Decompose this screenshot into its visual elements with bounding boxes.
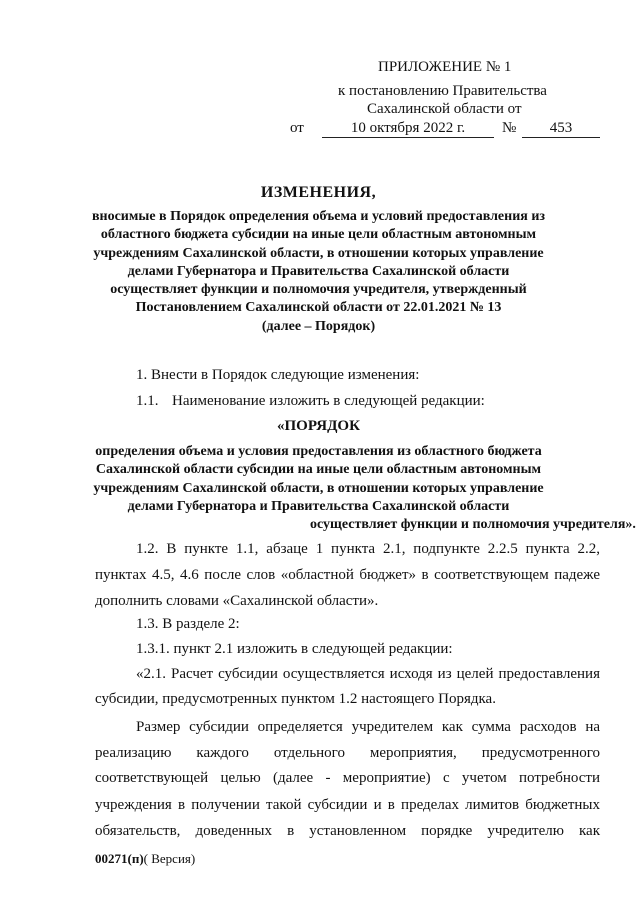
title-line: делами Губернатора и Правительства Сахалинской области	[127, 263, 510, 279]
paragraph-1-1-number: 1.1.	[136, 393, 159, 409]
order-title-line: Сахалинской области субсидии на иные цели областным автономным	[95, 462, 542, 478]
subsidy-size-line: Размер субсидии определяется учредителем как сумма расходов на	[136, 719, 600, 735]
order-title-line: определения объема и условия предоставления из областного бюджета	[95, 444, 542, 459]
paragraph-1-3-1: 1.3.1. пункт 2.1 изложить в следующей редакции:	[136, 641, 453, 657]
number-label: №	[502, 120, 517, 136]
changes-heading: ИЗМЕНЕНИЯ,	[260, 184, 377, 201]
title-line: вносимые в Порядок определения объема и условий предоставления из	[91, 209, 546, 224]
order-title-line: осуществляет функции и полномочия учредителя».	[310, 517, 636, 532]
subsidy-size-line: реализацию каждого отдельного мероприятия, предусмотренного	[95, 745, 600, 761]
title-line: учреждениям Сахалинской области, в отношении которых управление	[93, 245, 544, 261]
order-title-block	[0, 443, 637, 532]
subsidy-size-line: учреждения в получении такой субсидии и в пределах лимитов бюджетных	[95, 797, 600, 813]
order-title-line: делами Губернатора и Правительства Сахалинской области	[127, 498, 510, 514]
paragraph-2-1-line: субсидии, предусмотренных пунктом 1.2 настоящего Порядка.	[95, 691, 496, 707]
title-line: областного бюджета субсидии на иные цели областным автономным	[100, 227, 537, 243]
paragraph-1: 1. Внести в Порядок следующие изменения:	[136, 367, 420, 383]
paragraph-2-1-line: «2.1. Расчет субсидии осуществляется исходя из целей предоставления	[136, 666, 600, 682]
paragraph-1-1-text: Наименование изложить в следующей редакции:	[172, 393, 485, 409]
paragraph-1-2-line: дополнить словами «Сахалинской области».	[95, 593, 379, 609]
header-line-2: Сахалинской области от	[367, 101, 522, 117]
header-line-1: к постановлению Правительства	[338, 83, 547, 99]
title-line: Постановлением Сахалинской области от 22.01.2021 № 13	[135, 300, 502, 316]
order-heading: «ПОРЯДОК	[277, 418, 360, 434]
decree-number: 453	[522, 119, 600, 138]
subsidy-size-line: обязательств, доведенных в установленном порядке учредителю как	[95, 823, 600, 839]
paragraph-1-2-line: 1.2. В пункте 1.1, абзаце 1 пункта 2.1, подпункте 2.2.5 пункта 2.2,	[136, 541, 600, 557]
document-code: 00271(п)	[95, 851, 144, 866]
title-line: осуществляет функции и полномочия учредителя, утвержденный	[110, 282, 527, 298]
appendix-label: ПРИЛОЖЕНИЕ № 1	[378, 59, 512, 75]
paragraph-1-3: 1.3. В разделе 2:	[136, 616, 240, 632]
paragraph-1-2-line: пунктах 4.5, 4.6 после слов «областной бюджет» в соответствующем падеже	[95, 567, 600, 583]
title-block	[0, 208, 637, 336]
decree-date: 10 октября 2022 г.	[322, 119, 494, 138]
subsidy-size-line: соответствующей целью (далее - мероприятие) с учетом потребности	[95, 770, 600, 786]
document-version: ( Версия)	[143, 851, 196, 866]
document-footer	[95, 851, 195, 867]
from-label: от	[290, 120, 304, 136]
title-line: (далее – Порядок)	[261, 318, 376, 334]
order-title-line: учреждениям Сахалинской области, в отношении которых управление	[93, 480, 544, 496]
